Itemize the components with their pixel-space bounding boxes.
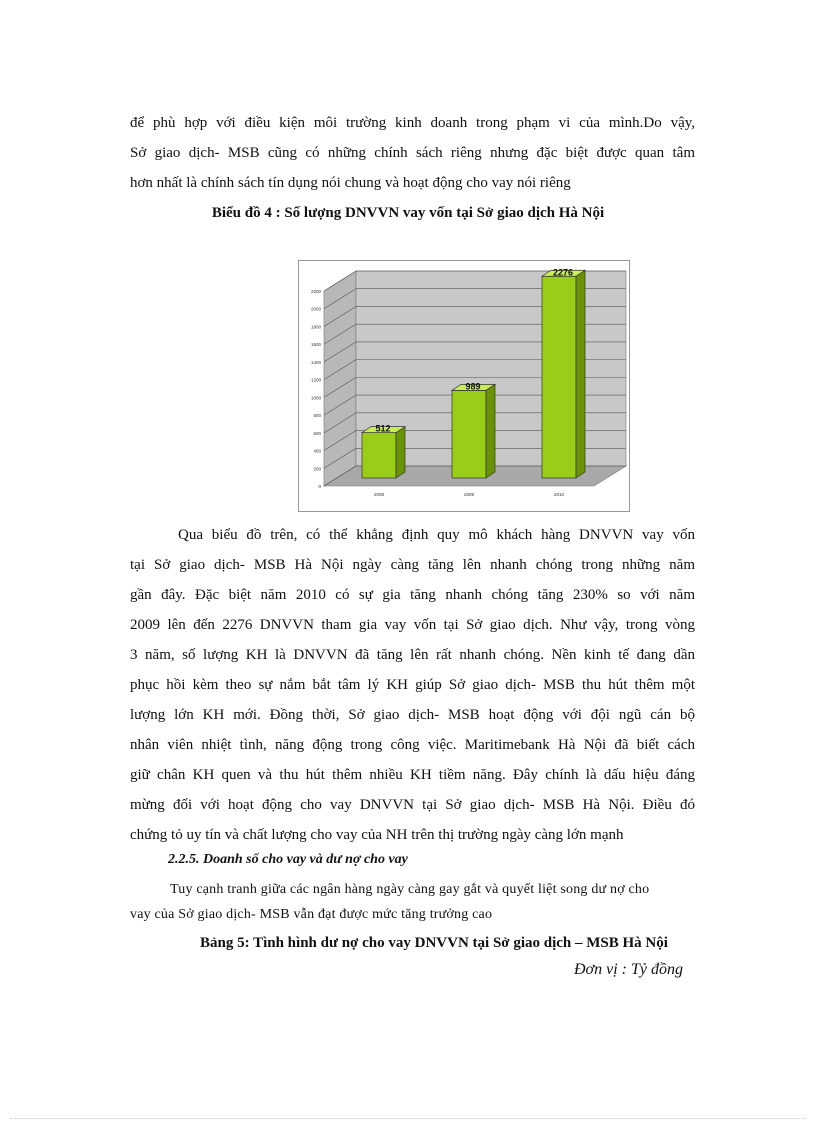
chart-frame	[298, 260, 630, 512]
y-tick-label: 800	[313, 413, 321, 419]
paragraph-line: chứng tỏ uy tín và chất lượng cho vay của NH trên thị trường ngày càng lớn mạnh	[130, 827, 624, 843]
y-tick-label: 1000	[310, 395, 321, 401]
x-tick-label: 2009	[463, 492, 475, 497]
chart-side-wall	[324, 271, 356, 486]
paragraph-line: lượng lớn KH mới. Đồng thời, Sở giao dịch- MSB hoạt động với đội ngũ cán bộ	[130, 707, 695, 723]
bar	[362, 433, 396, 478]
paragraph-line: để phù hợp với điều kiện môi trường kinh doanh trong phạm vi của mình.Do vậy,	[130, 115, 695, 131]
table-caption: Bảng 5: Tình hình dư nợ cho vay DNVVN tại Sở giao dịch – MSB Hà Nội	[200, 935, 668, 951]
unit-label: Đơn vị : Tỷ đồng	[574, 961, 683, 978]
y-tick-label: 1600	[310, 342, 321, 348]
data-label: 2276	[552, 267, 574, 278]
y-tick-label: 1200	[310, 377, 321, 383]
y-tick-label: 400	[313, 448, 321, 454]
x-tick-label: 2008	[373, 492, 385, 497]
y-tick-label: 2200	[310, 289, 321, 294]
paragraph-line: Sở giao dịch- MSB cũng có những chính sách riêng nhưng đặc biệt được quan tâm	[130, 145, 695, 161]
paragraph-line: 2009 lên đến 2276 DNVVN tham gia vay vốn tại Sở giao dịch. Như vậy, trong vòng	[130, 617, 695, 633]
bar-side	[396, 427, 405, 478]
y-tick-label: 2000	[310, 306, 321, 312]
paragraph-line: tại Sở giao dịch- MSB Hà Nội ngày càng tăng lên nhanh chóng trong những năm	[130, 557, 695, 573]
x-tick-label: 2010	[553, 492, 565, 497]
paragraph-line: vay của Sở giao dịch- MSB vẫn đạt được mức tăng trưởng cao	[130, 907, 493, 922]
paragraph-line: hơn nhất là chính sách tín dụng nói chung và hoạt động cho vay nói riêng	[130, 175, 571, 191]
paragraph-line: Tuy cạnh tranh giữa các ngân hàng ngày càng gay gắt và quyết liệt song dư nợ cho	[170, 882, 650, 897]
data-label: 989	[465, 381, 481, 392]
page-bottom-border	[10, 1118, 806, 1119]
y-tick-label: 1400	[310, 359, 321, 365]
paragraph-line: nhân viên nhiệt tình, năng động trong công việc. Maritimebank Hà Nội đã biết cách	[130, 737, 695, 753]
bar-side	[576, 270, 585, 478]
paragraph-line: gần đây. Đặc biệt năm 2010 có sự gia tăng nhanh chóng tăng 230% so với năm	[130, 587, 695, 603]
bar	[542, 276, 576, 478]
data-label: 512	[375, 423, 391, 434]
chart-caption: Biểu đồ 4 : Số lượng DNVVN vay vốn tại Sở giao dịch Hà Nội	[211, 205, 605, 221]
analysis-paragraph	[130, 520, 695, 850]
paragraph-line: Qua biểu đồ trên, có thể khẳng định quy mô khách hàng DNVVN vay vốn	[178, 527, 695, 543]
paragraph-line: mừng đối với hoạt động cho vay DNVVN tại Sở giao dịch- MSB Hà Nội. Điều đó	[130, 797, 695, 813]
y-tick-label: 0	[318, 484, 321, 489]
paragraph-line: giữ chân KH quen và thu hút thêm nhiều KH tiềm năng. Đây chính là dấu hiệu đáng	[130, 767, 695, 783]
bar-chart	[299, 261, 629, 511]
section-paragraph	[130, 877, 695, 927]
section-heading: 2.2.5. Doanh số cho vay và dư nợ cho vay	[168, 852, 408, 867]
bar-side	[486, 384, 495, 478]
intro-paragraph	[130, 108, 695, 198]
y-tick-label: 600	[313, 430, 321, 436]
paragraph-line: 3 năm, số lượng KH là DNVVN đã tăng lên rất nhanh chóng. Nền kinh tế đang dần	[130, 647, 695, 663]
paragraph-line: phục hồi kèm theo sự nắm bắt tâm lý KH giúp Sở giao dịch- MSB thu hút thêm một	[130, 677, 695, 693]
y-tick-label: 200	[313, 466, 321, 472]
y-tick-label: 1800	[310, 324, 321, 330]
bar	[452, 390, 486, 478]
